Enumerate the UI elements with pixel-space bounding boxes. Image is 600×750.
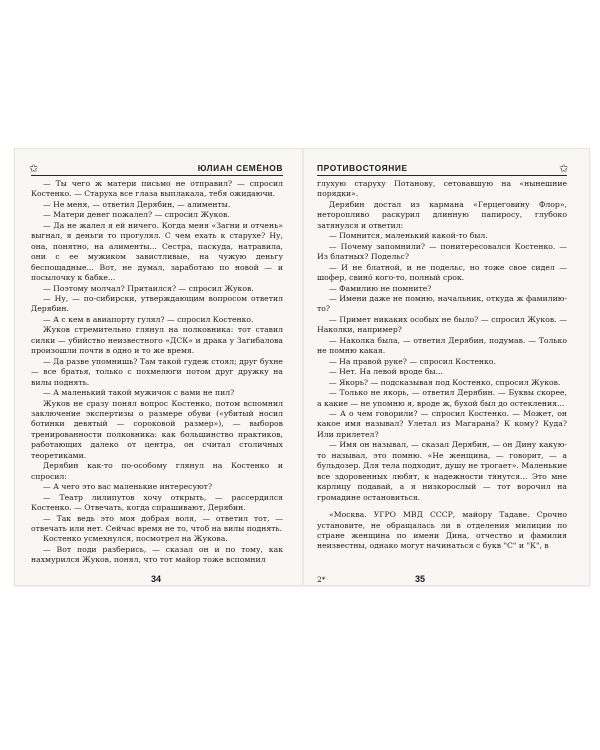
paragraph: — Почему запомнили? — понитересовался Костенко. — Из блатных? Подельс? <box>317 241 567 262</box>
paragraph: — Нет. На левой вроде бы... <box>329 367 443 377</box>
paragraph: — Да не жалел я ей ничего. Когда меня «Загни и отчень» выгнал, я деньги то прогулял. С чем ехать к старухе? Ну, она, понятно, на алименты... Сестра, паскуда, натравила, они с ее мужиком завистливые, на чужую деньгу беспощадные... Вот, не думал, заработаю по новой — и посылочку к бабке... <box>31 220 283 283</box>
paragraph: Дерябин как-то по-особому глянул на Костенко и спросил: <box>31 461 283 481</box>
paragraph: — А чего это вас маленькие интересуют? <box>43 482 213 492</box>
telegram-paragraph: «Москва. УГРО МВД СССР, майору Тадаве. Срочно установите, не обращалась ли в отделения милиции по стране женщина по имени Дина, отчество и фамилия неизвестны, однако могут начинаться с букв "С" и "К", в <box>317 510 567 551</box>
paragraph: Костенко усмехнулся, посмотрел на Жукова. <box>43 534 228 544</box>
left-page-number: 34 <box>151 574 162 584</box>
paragraph: — Якорь? — подсказывая под Костенко, спросил Жуков. <box>329 377 561 387</box>
paragraph: Дерябин достал из кармана «Герцеговину Флор», неторопливо раскурил длинную папиросу, глубоко затянулся и ответил: <box>317 199 567 230</box>
paragraph: — На правой руке? — спросил Костенко. <box>329 356 496 366</box>
paragraph: — Фамилию не помните? <box>329 283 432 293</box>
right-page <box>317 161 567 585</box>
star-icon: ✩ <box>559 163 569 175</box>
right-header-title: ПРОТИВОСТОЯНИЕ <box>317 163 408 173</box>
book-spread <box>14 148 590 586</box>
left-header-title: ЮЛИАН СЕМЁНОВ <box>197 163 283 173</box>
paragraph: — Имя он называл, — сказал Дерябин, — он Дину какую-то называл, это помню. «Не женщина, — говорит, — а бульдозер. Для тела подходит, душу не трогает». Маленькие все здоровенных любят, к надежности тянутся... Это мне карлицу подавай, а я низкорослый — тот ворочил на громадине остановиться. <box>317 440 567 502</box>
paragraph: — Помнится, маленький какой-то был. <box>329 231 488 241</box>
paragraph: — Поэтому молчал? Притаился? — спросил Жуков. <box>43 283 254 293</box>
right-running-header <box>317 161 567 176</box>
paragraph: — А с кем в авиапорту гулял? — спросил Костенко. <box>43 314 254 324</box>
paragraph: — Матери денег пожалел? — спросил Жуков. <box>43 210 230 220</box>
star-icon: ✩ <box>29 163 39 175</box>
paragraph: — Только не якорь, — ответил Дерябин. — Буквы скорее, а какие — не упомню я, вроде ж, бухой был до остекления... <box>317 388 567 408</box>
paragraph: — Наколка была, — ответил Дерябин, подумав. — Только не помню какая. <box>317 335 567 356</box>
paragraph: Жуков стремительно глянул на полковника: тот ставил силки — убийство неизвестного «ДСК» и драка у Загибалова произошли почти в одно и то же время. <box>31 325 283 356</box>
left-running-header <box>31 161 283 176</box>
paragraph: Жуков не сразу понял вопрос Костенко, потом вспомнил заключение экспертизы о размере обуви («убитый носил ботинки девятый — сороковой размер»), — выборов тренированности полковника: как большинство практиков, работающих далеко от центра, он считал столичных теоретиками. <box>31 398 283 460</box>
paragraph: — А маленький такой мужичок с вами не пил? <box>43 388 235 398</box>
paragraph: — Не меня, — ответил Дерябин, — алименты. <box>43 199 231 209</box>
paragraph: — И не блатной, и не подельс, но тоже свое сидел — шофер, свинó кого-то, полный срок. <box>317 262 567 283</box>
left-page-text <box>31 179 283 566</box>
right-page-number: 35 <box>415 574 426 584</box>
book-gutter <box>302 149 304 585</box>
paragraph: — Примет никаких особых не было? — спросил Жуков. — Наколки, например? <box>317 314 567 335</box>
paragraph: — Вот поди разберись, — сказал он и по тому, как нахмурился Жуков, понял, что тот майор тоже вспомнил <box>31 544 283 565</box>
paragraph: — Театр лилипутов хочу открыть, — рассердился Костенко. — Отвечать, когда спрашивают, Дерябин. <box>31 492 283 513</box>
paragraph: глухую старуху Потанову, сетовавшую на «нынешние порядки». <box>317 179 567 199</box>
paragraph: — А о чем говорили? — спросил Костенко. — Может, он какое имя называл? Улетал из Магарана? К кому? Куда? Или прилетел? <box>317 408 567 439</box>
paragraph: — Ну, — по-сибирски, утверждающим вопросом ответил Дерябин. <box>31 293 283 314</box>
signature-mark: 2* <box>317 575 326 584</box>
right-page-text <box>317 179 567 552</box>
paragraph: — Имени даже не помню, начальник, откуда ж фамилию-то? <box>317 293 567 314</box>
paragraph: — Ты чего ж матери письмо не отправил? — спросил Костенко. — Старуха все глаза выплакала, тебя ожидаючи. <box>31 179 283 199</box>
paragraph: — Да разве упомнишь? Там такой гудеж стоял; друг бухне — все братья, только с похмелюги потом друг дружку на вилы поднять. <box>31 356 283 387</box>
left-page <box>31 161 283 585</box>
paragraph: — Так ведь это моя добрая воля, — ответил тот, — отвечать или нет. Сейчас время не то, чтоб на вилы поднять. <box>31 513 283 533</box>
